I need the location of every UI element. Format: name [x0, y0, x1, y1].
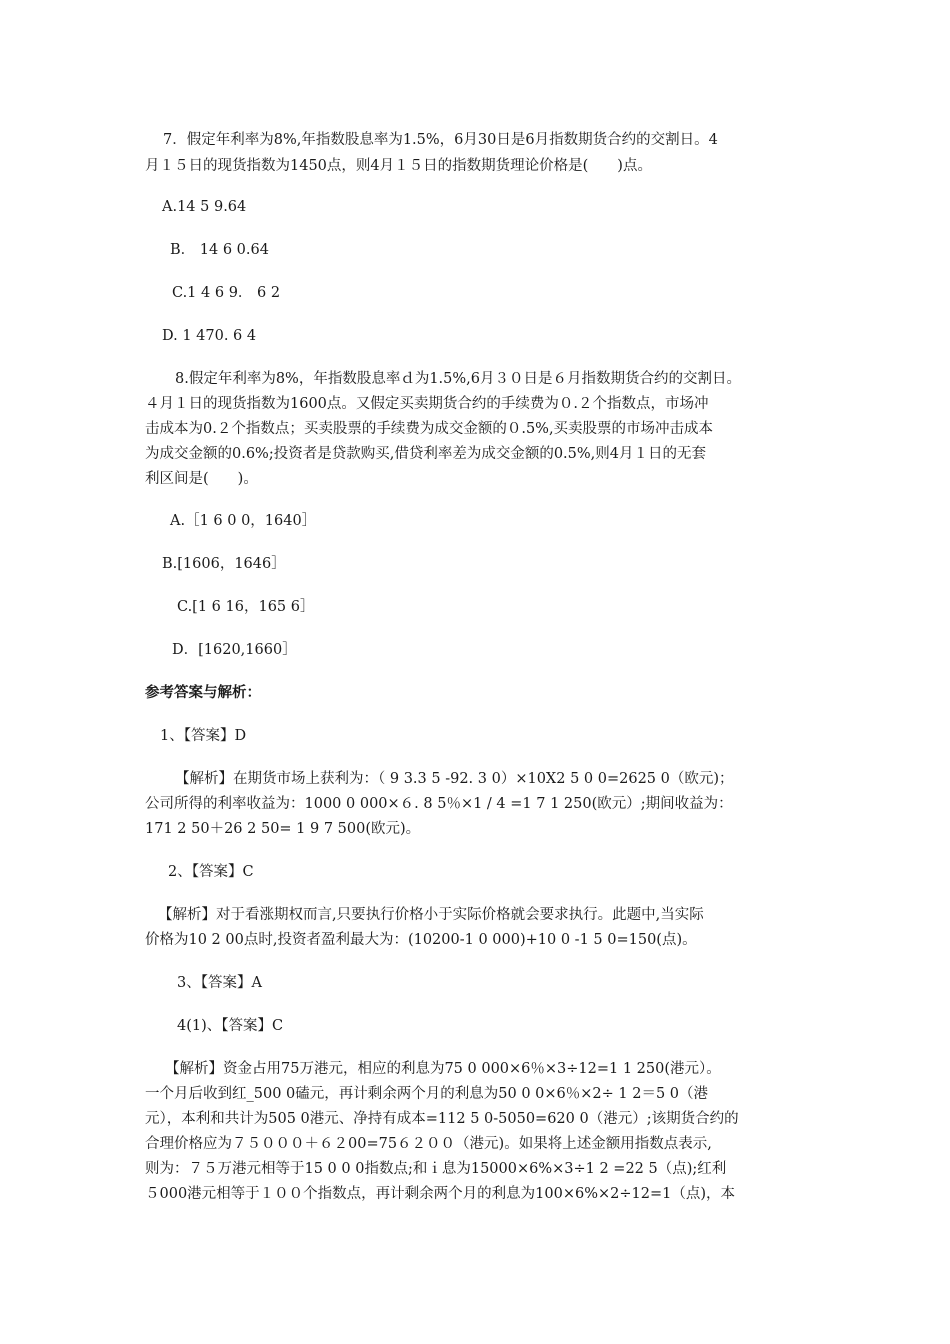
answer-4-explanation-line-6: ５000港元相等于１００个指数点，再计剩余两个月的利息为100×6%×2÷12=1（点)，本 — [145, 1186, 736, 1202]
answer-2-explanation-line-1: 【解析】对于看涨期权而言,只要执行价格小于实际价格就会要求执行。此题中,当实际 — [158, 907, 704, 923]
q8-option-a: A.［1 6 0 0，1640］ — [170, 513, 317, 529]
q8-stem-line-2: ４月１日的现货指数为1600点。又假定买卖期货合约的手续费为０.２个指数点，市场冲 — [145, 396, 709, 412]
q8-option-d: D．[1620,1660］ — [172, 642, 297, 658]
q7-option-b: B． 14 6 0.64 — [170, 242, 269, 258]
answer-1-explanation-line-3: 171 2 50＋26 2 50= 1 9 7 500(欧元)。 — [145, 821, 421, 837]
answer-2-label: 2、【答案】C — [168, 864, 254, 880]
q7-stem-line-2: 月１５日的现货指数为1450点，则4月１５日的指数期货理论价格是( )点。 — [145, 158, 652, 174]
answer-4-label: 4(1)、【答案】C — [177, 1018, 284, 1034]
q7-stem-line-1: 7．假定年利率为8%,年指数股息率为1.5%，6月30日是6月指数期货合约的交割日。4 — [163, 132, 718, 148]
answer-1-explanation-line-2: 公司所得的利率收益为：1000 0 000×６. 8 5％×1 / 4 =1 7 1 250(欧元）;期间收益为： — [145, 796, 733, 812]
q8-option-c: C.[1 6 16，165 6］ — [177, 599, 315, 615]
answer-4-explanation-line-1: 【解析】资金占用75万港元，相应的利息为75 0 000×6％×3÷12=1 1 250(港元）。 — [165, 1061, 721, 1077]
answer-2-explanation-line-2: 价格为10 2 00点时,投资者盈利最大为：(10200-1 0 000)+10 0 -1 5 0=150(点)。 — [145, 932, 697, 948]
q8-option-b: B.[1606，1646］ — [162, 556, 286, 572]
answer-4-explanation-line-3: 元），本利和共计为505 0港元、净持有成本=112 5 0-5050=620 0（港元）;该期货合约的 — [145, 1111, 739, 1127]
answer-1-explanation-line-1: 【解析】在期货市场上获利为：（ 9 3.3 5 -92. 3 0）×10X2 5 0 0=2625 0（欧元)； — [175, 771, 734, 787]
answer-3-label: 3、【答案】A — [177, 975, 262, 991]
q8-stem-line-1: 8.假定年利率为8%，年指数股息率ｄ为1.5%,6月３０日是６月指数期货合约的交割日。 — [175, 371, 742, 387]
answers-heading: 参考答案与解析： — [145, 684, 261, 701]
q8-stem-line-4: 为成交金额的0.6%;投资者是贷款购买,借贷利率差为成交金额的0.5%,则4月１日的无套 — [145, 446, 707, 462]
q7-option-a: A.14 5 9.64 — [162, 199, 247, 215]
q8-stem-line-5: 利区间是( )。 — [145, 471, 258, 487]
q7-option-d: D. 1 470. 6 4 — [162, 328, 257, 344]
answer-4-explanation-line-4: 合理价格应为７５０００＋６２00=75６２００（港元)。如果将上述金额用指数点表示, — [145, 1136, 712, 1152]
q7-option-c: C.1 4 6 9． 6 2 — [172, 285, 281, 301]
answer-4-explanation-line-5: 则为：７５万港元相等于15 0 0 0指数点;和ｉ息为15000×6%×3÷1 2 =22 5（点);红利 — [145, 1161, 727, 1177]
answer-4-explanation-line-2: 一个月后收到红_500 0磕元，再计剩余两个月的利息为50 0 0×6％×2÷ 1 2＝5 0（港 — [145, 1086, 709, 1102]
q8-stem-line-3: 击成本为0.２个指数点；买卖股票的手续费为成交金额的０.5%,买卖股票的市场冲击成本 — [145, 421, 714, 437]
answer-1-label: 1、【答案】D — [160, 728, 247, 744]
